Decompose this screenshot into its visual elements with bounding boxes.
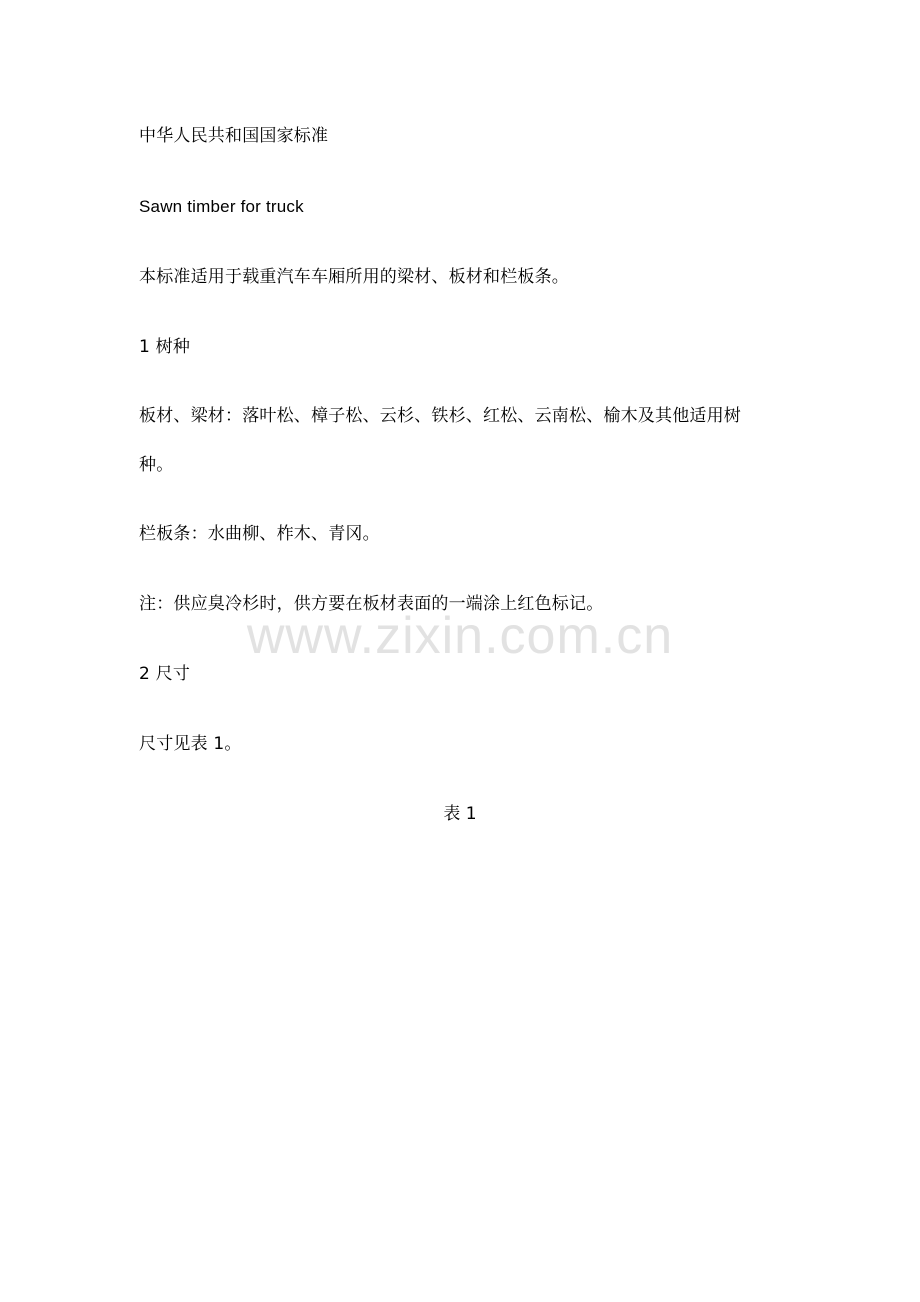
section-1-heading: 1 树种 — [139, 337, 191, 357]
standard-title-cn: 中华人民共和国国家标准 — [139, 126, 329, 146]
rail-strip-species-paragraph: 栏板条：水曲柳、柞木、青冈。 — [139, 524, 380, 544]
section-2-heading: 2 尺寸 — [139, 664, 191, 684]
note-paragraph: 注：供应臭冷杉时，供方要在板材表面的一端涂上红色标记。 — [139, 594, 604, 614]
standard-title-en: Sawn timber for truck — [139, 197, 304, 216]
scope-paragraph: 本标准适用于载重汽车车厢所用的梁材、板材和栏板条。 — [139, 267, 569, 287]
species-paragraph-line-2: 种。 — [139, 455, 174, 475]
dimensions-paragraph: 尺寸见表 1。 — [139, 734, 242, 754]
species-paragraph-line-1: 板材、梁材：落叶松、樟子松、云杉、铁杉、红松、云南松、榆木及其他适用树 — [139, 406, 741, 426]
table-caption: 表 1 — [443, 804, 477, 824]
watermark: www.zixin.com.cn — [246, 607, 674, 665]
